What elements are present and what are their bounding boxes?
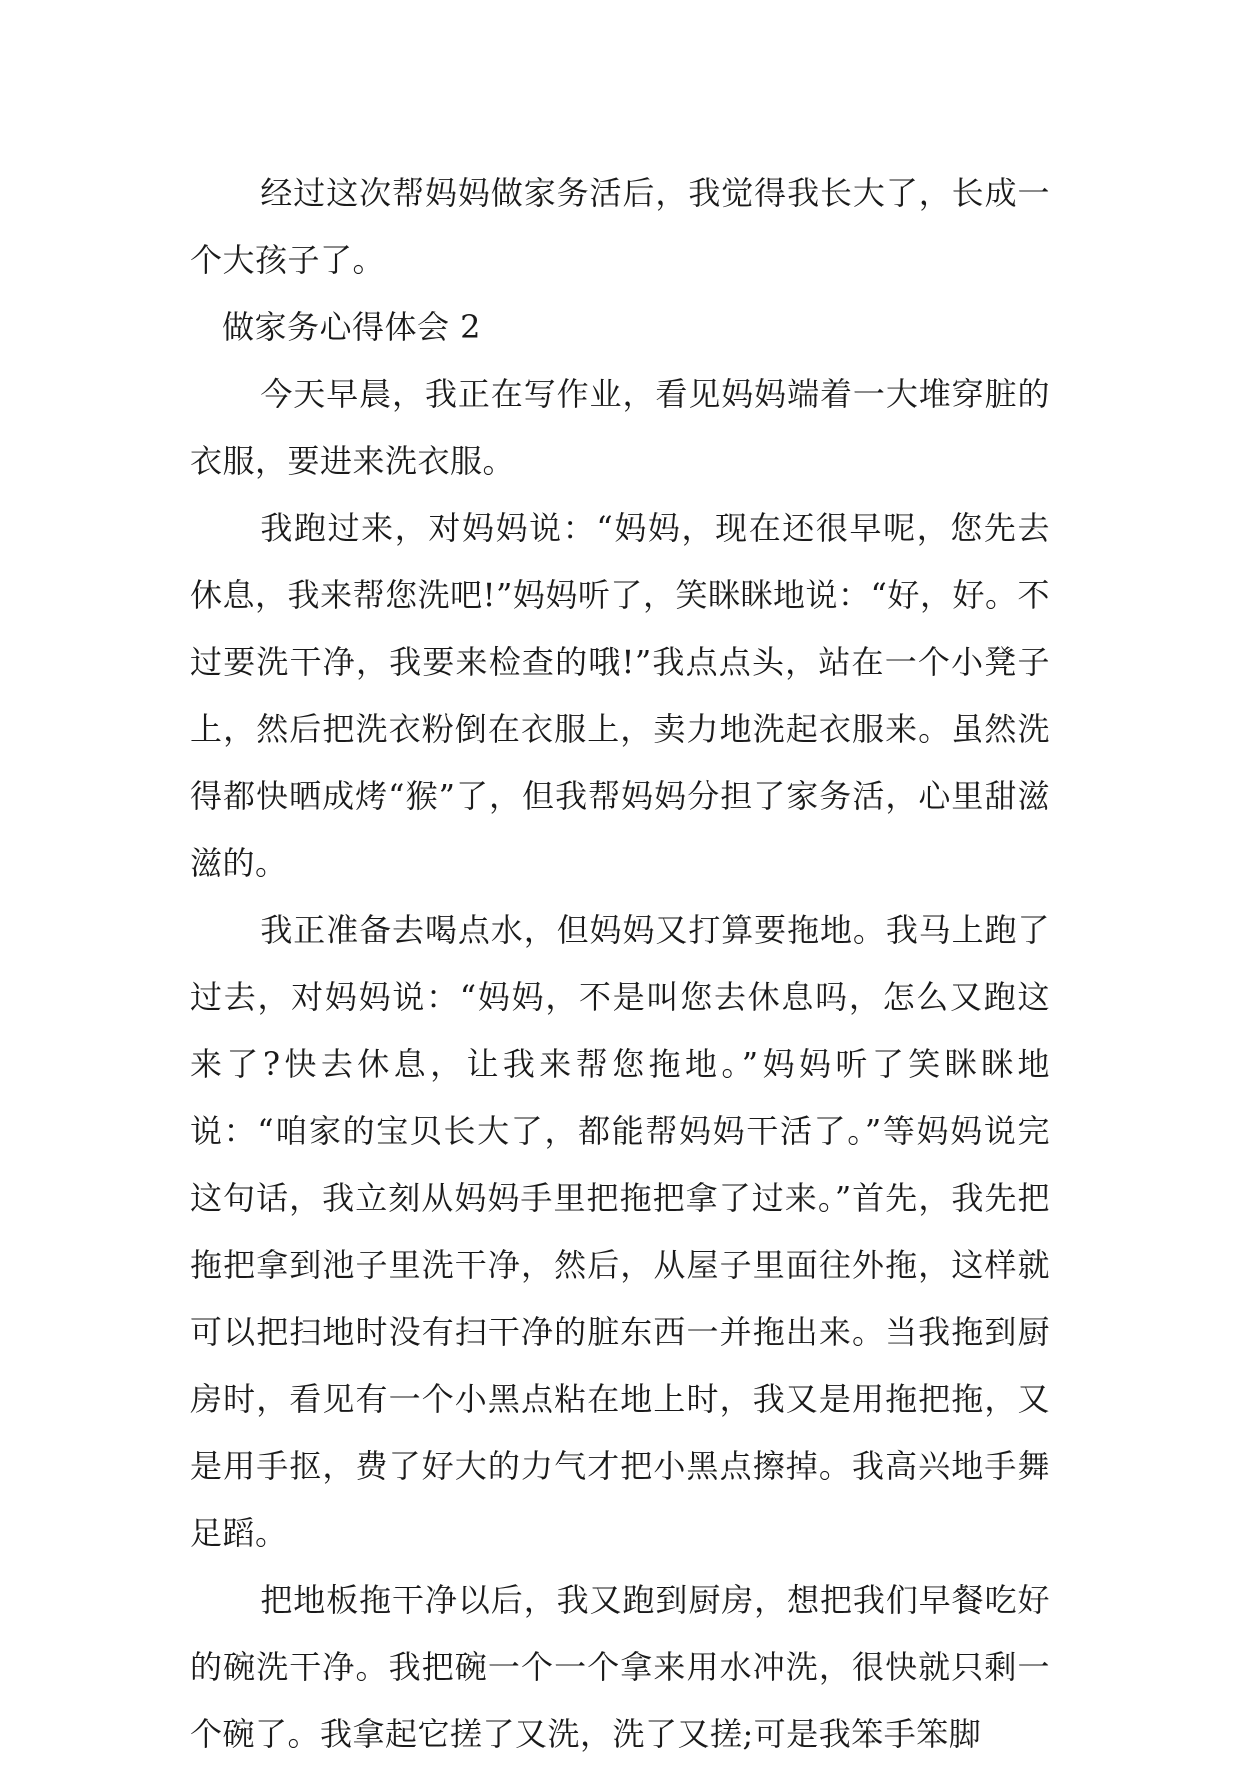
paragraph-mopping: 我正准备去喝点水，但妈妈又打算要拖地。我马上跑了过去，对妈妈说：“妈妈，不是叫您去休息吗，怎么又跑这来了?快去休息，让我来帮您拖地。”妈妈听了笑眯眯地说：“咱家的宝贝长大了，都能帮妈妈干活了。”等妈妈说完这句话，我立刻从妈妈手里把拖把拿了过来。”首先，我先把拖把拿到池子里洗干净，然后，从屋子里面往外拖，这样就可以把扫地时没有扫干净的脏东西一并拖出来。当我拖到厨房时，看见有一个小黑点粘在地上时，我又是用拖把拖，又是用手抠，费了好大的力气才把小黑点擦掉。我高兴地手舞足蹈。 [190,911,1050,1552]
document-body [190,160,1050,1768]
paragraph-dishes: 把地板拖干净以后，我又跑到厨房，想把我们早餐吃好的碗洗干净。我把碗一个一个拿来用水冲洗，很快就只剩一个碗了。我拿起它搓了又洗，洗了又搓;可是我笨手笨脚 [190,1581,1050,1753]
paragraph-laundry: 我跑过来，对妈妈说：“妈妈，现在还很早呢，您先去休息，我来帮您洗吧!”妈妈听了，笑眯眯地说：“好，好。不过要洗干净，我要来检查的哦!”我点点头，站在一个小凳子上，然后把洗衣粉倒在衣服上，卖力地洗起衣服来。虽然洗得都快晒成烤“猴”了，但我帮妈妈分担了家务活，心里甜滋滋的。 [190,509,1050,882]
paragraph-morning: 今天早晨，我正在写作业，看见妈妈端着一大堆穿脏的衣服，要进来洗衣服。 [190,375,1050,480]
paragraph-conclusion: 经过这次帮妈妈做家务活后，我觉得我长大了，长成一个大孩子了。 [190,174,1050,279]
section-heading: 做家务心得体会 2 [222,308,482,346]
